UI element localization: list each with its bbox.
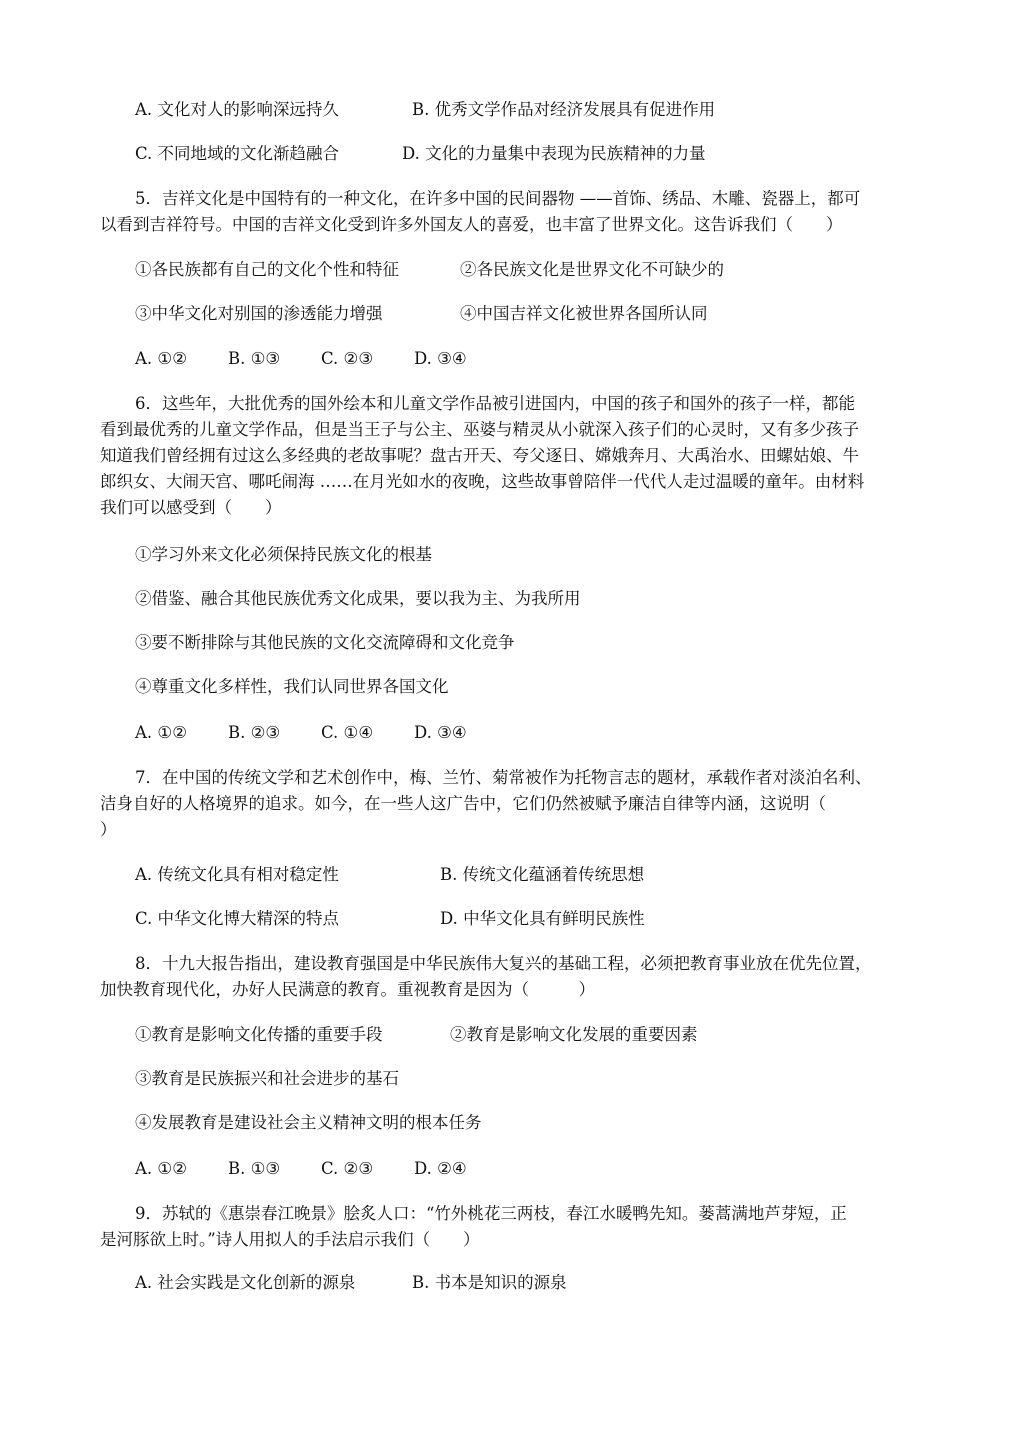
q7-stem-line3: ）: [100, 820, 117, 839]
q7-option-d: D. 中华文化具有鲜明民族性: [440, 909, 645, 928]
q6-option-a: A. ①②: [135, 723, 187, 742]
q7-option-c: C. 中华文化博大精深的特点: [135, 909, 340, 928]
q7-option-b: B. 传统文化蕴涵着传统思想: [440, 865, 645, 884]
q4-option-b: B. 优秀文学作品对经济发展具有促进作用: [412, 100, 716, 119]
q6-option-d: D. ③④: [414, 723, 467, 742]
q9-stem-line1: 9．苏轼的《惠崇春江晚景》脍炙人口：“竹外桃花三两枝，春江水暖鸭先知。蒌蒿满地芦芽短，正: [135, 1204, 847, 1223]
q5-option-a: A. ①②: [135, 349, 187, 368]
q8-option-a: A. ①②: [135, 1159, 187, 1178]
q6-statement-3: ③要不断排除与其他民族的文化交流障碍和文化竞争: [135, 633, 515, 652]
q6-option-c: C. ①④: [321, 723, 374, 742]
q9-option-a: A. 社会实践是文化创新的源泉: [135, 1273, 356, 1292]
q8-statement-2: ②教育是影响文化发展的重要因素: [450, 1025, 698, 1044]
q5-statement-2: ②各民族文化是世界文化不可缺少的: [460, 260, 724, 279]
q5-stem-line1: 5．吉祥文化是中国特有的一种文化，在许多中国的民间器物 ——首饰、绣品、木雕、瓷器上，都可: [135, 189, 861, 208]
q8-option-c: C. ②③: [321, 1159, 374, 1178]
q5-stem-line2: 以看到吉祥符号。中国的吉祥文化受到许多外国友人的喜爱，也丰富了世界文化。这告诉我们（ ）: [100, 215, 843, 234]
q6-option-b: B. ②③: [228, 723, 281, 742]
q5-statement-1: ①各民族都有自己的文化个性和特征: [135, 260, 399, 279]
q6-stem-line4: 郎织女、大闹天宫、哪吒闹海 ……在月光如水的夜晚，这些故事曾陪伴一代代人走过温暖的童年。由材料: [100, 472, 865, 491]
q4-option-c: C. 不同地域的文化渐趋融合: [135, 144, 340, 163]
q5-option-c: C. ②③: [321, 349, 374, 368]
q8-stem-line2: 加快教育现代化，办好人民满意的教育。重视教育是因为（ ）: [100, 980, 595, 999]
q4-option-a: A. 文化对人的影响深远持久: [135, 100, 339, 119]
q6-stem-line5: 我们可以感受到（ ）: [100, 498, 282, 517]
q8-option-d: D. ②④: [414, 1159, 467, 1178]
q5-statement-4: ④中国吉祥文化被世界各国所认同: [460, 304, 708, 323]
q9-option-b: B. 书本是知识的源泉: [412, 1273, 567, 1292]
q5-statement-3: ③中华文化对别国的渗透能力增强: [135, 304, 383, 323]
q7-stem-line2: 洁身自好的人格境界的追求。如今，在一些人这广告中，它们仍然被赋予廉洁自律等内涵，这说明（: [100, 794, 826, 813]
q4-option-d: D. 文化的力量集中表现为民族精神的力量: [402, 144, 706, 163]
q8-option-b: B. ①③: [228, 1159, 281, 1178]
q5-option-b: B. ①③: [228, 349, 281, 368]
q8-statement-3: ③教育是民族振兴和社会进步的基石: [135, 1069, 399, 1088]
q6-stem-line3: 知道我们曾经拥有过这么多经典的老故事呢？盘古开天、夸父逐日、嫦娥奔月、大禹治水、田螺姑娘、牛: [100, 446, 859, 465]
q6-statement-1: ①学习外来文化必须保持民族文化的根基: [135, 545, 432, 564]
q6-statement-2: ②借鉴、融合其他民族优秀文化成果，要以我为主、为我所用: [135, 589, 581, 608]
q7-stem-line1: 7．在中国的传统文学和艺术创作中，梅、兰竹、菊常被作为托物言志的题材，承载作者对淡泊名利、: [135, 768, 872, 787]
q8-statement-4: ④发展教育是建设社会主义精神文明的根本任务: [135, 1113, 482, 1132]
q6-stem-line1: 6．这些年，大批优秀的国外绘本和儿童文学作品被引进国内，中国的孩子和国外的孩子一样，都能: [135, 394, 855, 413]
q7-option-a: A. 传统文化具有相对稳定性: [135, 865, 339, 884]
q8-stem-line1: 8．十九大报告指出，建设教育强国是中华民族伟大复兴的基础工程，必须把教育事业放在优先位置，: [135, 954, 872, 973]
q9-stem-line2: 是河豚欲上时。”诗人用拟人的手法启示我们（ ）: [100, 1230, 480, 1249]
q6-stem-line2: 看到最优秀的儿童文学作品，但是当王子与公主、巫婆与精灵从小就深入孩子们的心灵时，又有多少孩子: [100, 420, 859, 439]
q8-statement-1: ①教育是影响文化传播的重要手段: [135, 1025, 383, 1044]
q5-option-d: D. ③④: [414, 349, 467, 368]
q6-statement-4: ④尊重文化多样性，我们认同世界各国文化: [135, 677, 449, 696]
